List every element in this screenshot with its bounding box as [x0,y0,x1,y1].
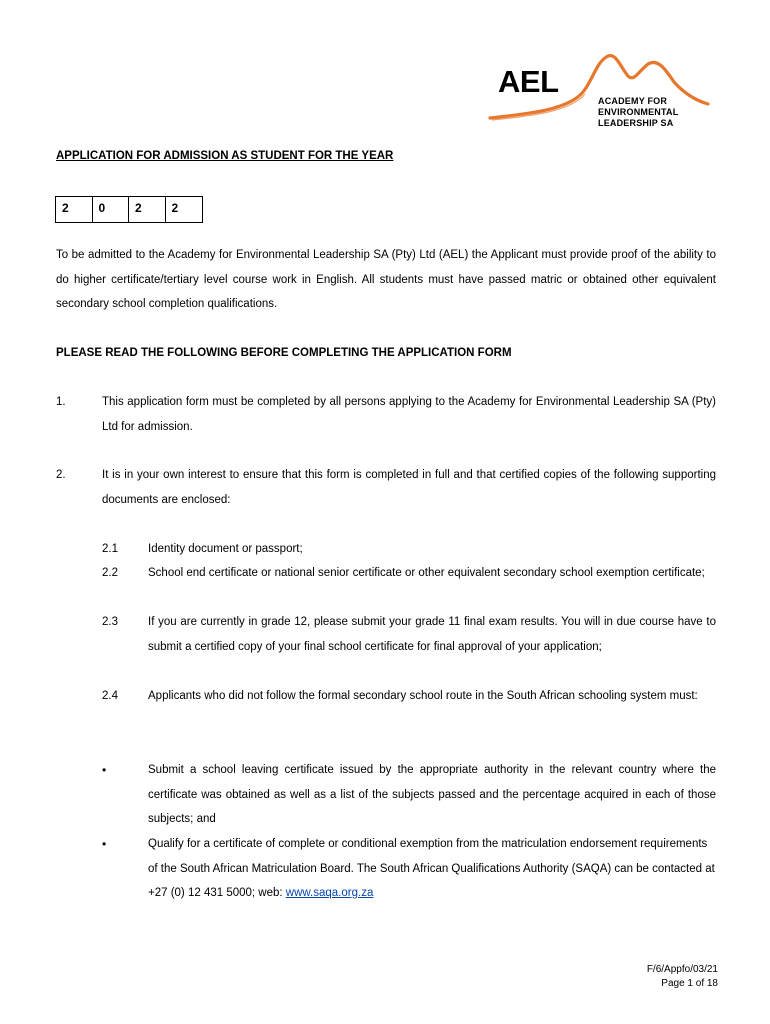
year-digit-2[interactable]: 0 [93,197,130,222]
item-number: 1. [56,396,66,408]
year-digit-4[interactable]: 2 [171,201,179,215]
intro-paragraph: To be admitted to the Academy for Environmental Leadership SA (Pty) Ltd (AEL) the Applicant must provide proof of the ability to do higher certificate/tertiary level course work in English. All students must have passed matric or obtained other equivalent secondary school completion qualifications. [56,249,716,310]
subitem-text: If you are currently in grade 12, please submit your grade 11 final exam results. You will in due course have to submit a certified copy of your final school certificate for final approval of your application; [148,616,716,653]
year-digit-3[interactable]: 2 [129,197,166,222]
item-text: It is in your own interest to ensure that this form is completed in full and that certified copies of the following supporting documents are enclosed: [102,469,716,506]
subitem-text: Identity document or passport; [148,543,303,555]
subitem-text: Applicants who did not follow the formal secondary school route in the South African schooling system must: [148,690,698,702]
item-text: This application form must be completed by all persons applying to the Academy for Environmental Leadership SA (Pty) Ltd for admission. [102,396,716,433]
saqa-website-link[interactable]: www.saqa.org.za [285,887,374,899]
bullet-text [148,832,716,906]
bullet-icon: • [102,837,107,851]
subitem-number: 2.1 [102,543,118,555]
logo-line-2: ENVIRONMENTAL [598,107,679,117]
page-number: Page 1 of 18 [661,978,718,989]
bullet-text-body: Qualify for a certificate of complete or conditional exemption from the matriculation endorsement requirements of the South African Matriculation Board. The South African Qualifications Authority (SAQA) can be contacted at +27 (0) 12 431 5000; web: [148,838,715,899]
logo-line-1: ACADEMY FOR [598,96,668,106]
subitem-text: School end certificate or national senior certificate or other equivalent secondary school exemption certificate; [148,567,705,579]
logo-line-3: LEADERSHIP SA [598,118,674,128]
year-digit-1[interactable]: 2 [56,197,93,222]
document-title: APPLICATION FOR ADMISSION AS STUDENT FOR THE YEAR [56,150,394,162]
year-field[interactable] [55,196,203,223]
bullet-text: Submit a school leaving certificate issued by the appropriate authority in the relevant country where the certificate was obtained as well as a list of the subjects passed and the percentage acquired in each of those subjects; and [148,764,716,825]
subitem-number: 2.4 [102,690,118,702]
form-code: F/6/Appfo/03/21 [646,964,718,975]
bullet-icon: • [102,763,107,777]
ael-logo [488,52,713,130]
item-number: 2. [56,469,66,481]
instructions-heading: PLEASE READ THE FOLLOWING BEFORE COMPLETING THE APPLICATION FORM [56,347,512,359]
subitem-number: 2.2 [102,567,118,579]
logo-abbreviation: AEL [498,64,559,99]
subitem-number: 2.3 [102,616,118,628]
